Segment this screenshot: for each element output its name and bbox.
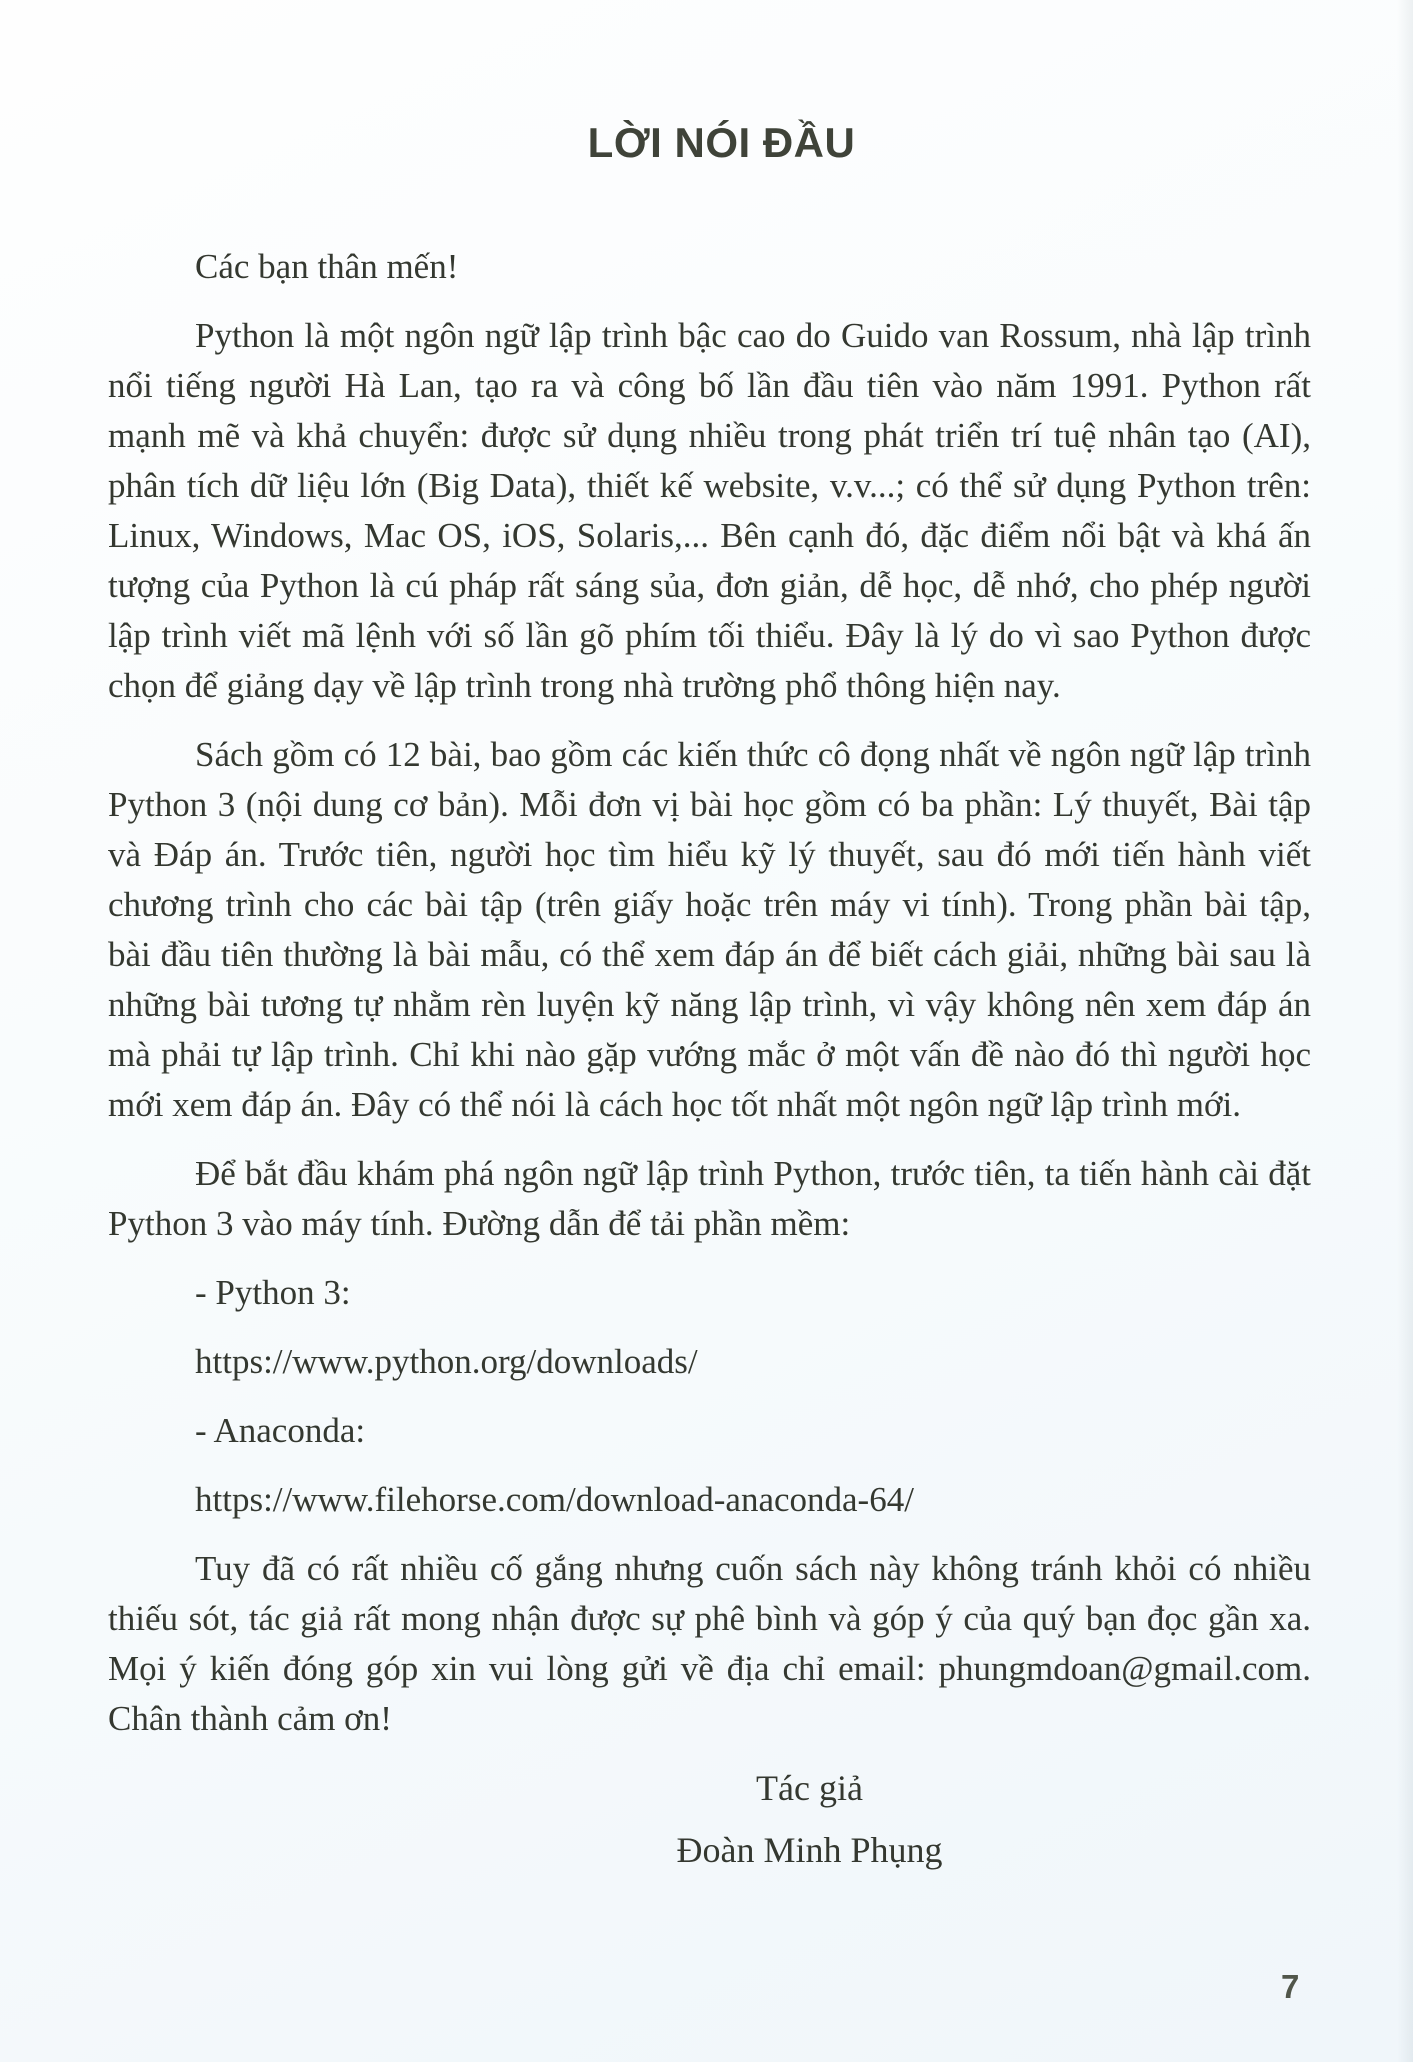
feedback-paragraph	[108, 1544, 1311, 1744]
text-line: bài đầu tiên thường là bài mẫu, có thể xem đáp án để biết cách giải, những bài sau là	[108, 935, 1311, 974]
text-line: những bài tương tự nhằm rèn luyện kỹ năng lập trình, vì vậy không nên xem đáp án	[108, 985, 1311, 1024]
text-line: Python là một ngôn ngữ lập trình bậc cao do Guido van Rossum, nhà lập trình	[195, 316, 1311, 355]
text-line: https://www.python.org/downloads/	[195, 1342, 698, 1381]
text-line: mà phải tự lập trình. Chỉ khi nào gặp vướng mắc ở một vấn đề nào đó thì người học	[108, 1035, 1311, 1074]
text-line: mạnh mẽ và khả chuyển: được sử dụng nhiều trong phát triển trí tuệ nhân tạo (AI),	[108, 416, 1311, 455]
text-line: Các bạn thân mến!	[195, 247, 459, 286]
anaconda-label-line	[108, 1406, 1311, 1456]
book-structure-paragraph	[108, 730, 1311, 1130]
author-role: Tác giả	[756, 1768, 863, 1808]
text-line: - Python 3:	[195, 1273, 351, 1312]
text-line: lập trình viết mã lệnh với số lần gõ phím tối thiểu. Đây là lý do vì sao Python được	[108, 616, 1311, 655]
text-line: chương trình cho các bài tập (trên giấy hoặc trên máy vi tính). Trong phần bài tập,	[108, 885, 1311, 924]
text-line: và Đáp án. Trước tiên, người học tìm hiểu kỹ lý thuyết, sau đó mới tiến hành viết	[108, 835, 1311, 874]
page-number: 7	[1281, 1968, 1300, 2005]
text-line: Python 3 vào máy tính. Đường dẫn để tải phần mềm:	[108, 1204, 851, 1243]
text-line: nổi tiếng người Hà Lan, tạo ra và công bố lần đầu tiên vào năm 1991. Python rất	[108, 366, 1311, 405]
author-name: Đoàn Minh Phụng	[676, 1830, 943, 1870]
text-line: Tuy đã có rất nhiều cố gắng nhưng cuốn sách này không tránh khỏi có nhiều	[195, 1549, 1311, 1588]
text-line: Sách gồm có 12 bài, bao gồm các kiến thức cô đọng nhất về ngôn ngữ lập trình	[195, 735, 1311, 774]
text-line: mới xem đáp án. Đây có thể nói là cách học tốt nhất một ngôn ngữ lập trình mới.	[108, 1085, 1241, 1124]
python3-url-line	[108, 1337, 1311, 1387]
python3-label-line	[108, 1268, 1311, 1318]
text-line: phân tích dữ liệu lớn (Big Data), thiết kế website, v.v...; có thể sử dụng Python trên:	[108, 466, 1311, 505]
greeting-paragraph	[108, 242, 1311, 292]
text-line: tượng của Python là cú pháp rất sáng sủa, đơn giản, dễ học, dễ nhớ, cho phép người	[108, 566, 1311, 605]
preface-content	[108, 242, 1311, 1744]
text-line: Để bắt đầu khám phá ngôn ngữ lập trình Python, trước tiên, ta tiến hành cài đặt	[195, 1154, 1311, 1193]
text-line: Python 3 (nội dung cơ bản). Mỗi đơn vị bài học gồm có ba phần: Lý thuyết, Bài tập	[108, 785, 1311, 824]
text-line: Mọi ý kiến đóng góp xin vui lòng gửi về địa chỉ email: phungmdoan@gmail.com.	[108, 1649, 1311, 1688]
text-line: https://www.filehorse.com/download-anaconda-64/	[195, 1480, 914, 1519]
anaconda-url-line	[108, 1475, 1311, 1525]
install-intro-paragraph	[108, 1149, 1311, 1249]
text-line: thiếu sót, tác giả rất mong nhận được sự phê bình và góp ý của quý bạn đọc gần xa.	[108, 1599, 1311, 1638]
page-title: LỜI NÓI ĐẦU	[587, 119, 856, 166]
python-intro-paragraph	[108, 311, 1311, 711]
text-line: Chân thành cảm ơn!	[108, 1699, 392, 1738]
text-line: Linux, Windows, Mac OS, iOS, Solaris,... Bên cạnh đó, đặc điểm nổi bật và khá ấn	[108, 516, 1311, 555]
scan-edge-shadow	[1397, 0, 1413, 2062]
text-line: chọn để giảng dạy về lập trình trong nhà trường phổ thông hiện nay.	[108, 666, 1061, 705]
signature-block	[208, 1763, 1411, 1875]
text-line: - Anaconda:	[195, 1411, 366, 1450]
